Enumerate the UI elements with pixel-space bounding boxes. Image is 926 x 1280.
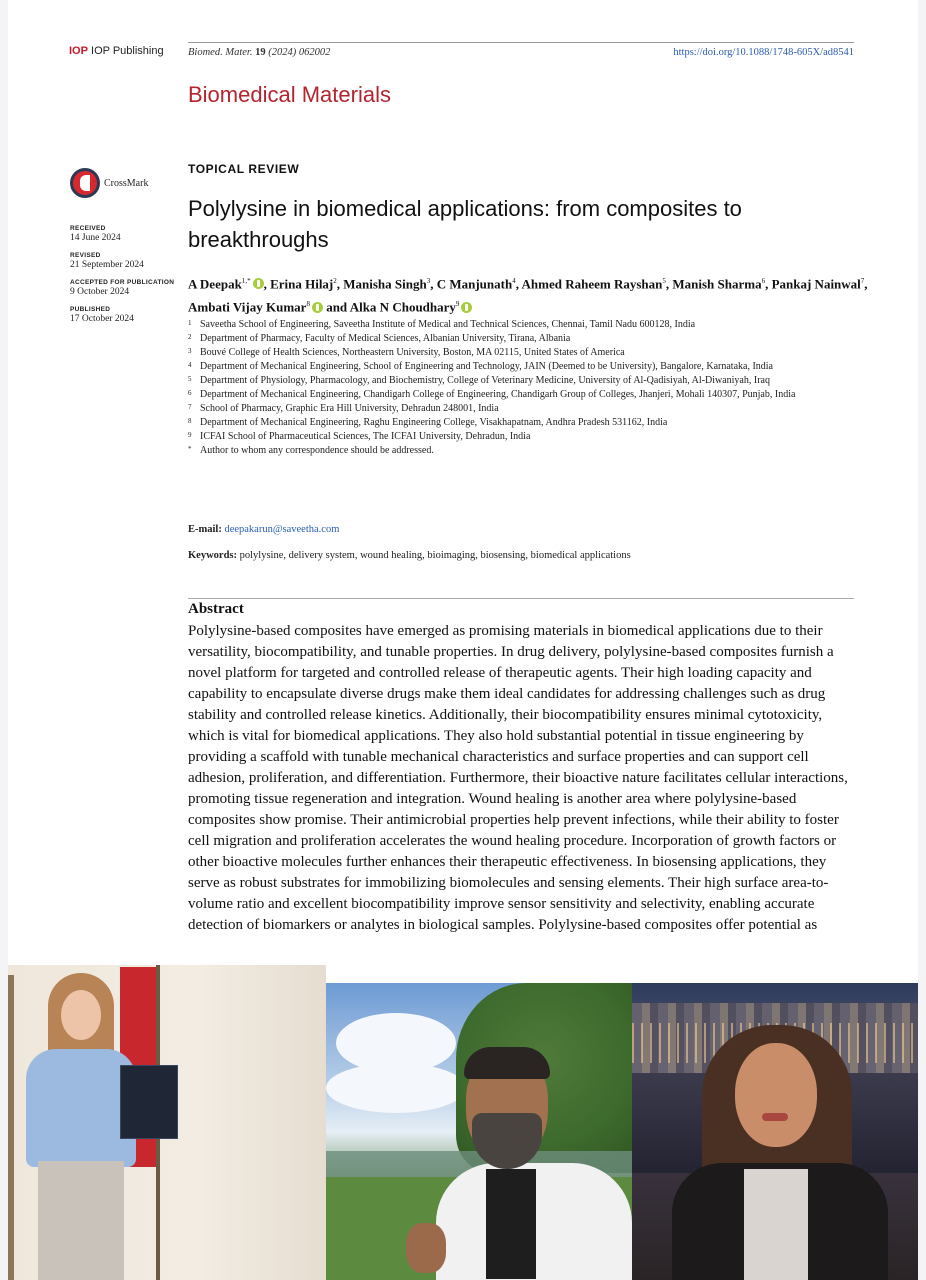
author-name[interactable]: Alka N Choudhary xyxy=(349,299,456,315)
author-affiliation-marker: 4 xyxy=(512,277,516,285)
author-affiliation-marker: 8 xyxy=(306,300,310,309)
author-name[interactable]: Ambati Vijay Kumar xyxy=(188,299,307,315)
face xyxy=(735,1043,817,1147)
affiliation-item xyxy=(188,444,868,458)
crossmark-label: CrossMark xyxy=(104,177,149,189)
cloud xyxy=(326,1063,466,1113)
orcid-icon[interactable] xyxy=(312,302,323,313)
affiliation-number: 2 xyxy=(188,333,192,341)
lips xyxy=(762,1113,788,1121)
abstract-rule xyxy=(188,598,854,599)
affiliation-item xyxy=(188,402,868,416)
affiliation-text: School of Pharmacy, Graphic Era Hill University, Dehradun 248001, India xyxy=(200,403,499,414)
publisher-name: IOP Publishing xyxy=(91,45,164,57)
affiliation-number: 1 xyxy=(188,319,192,327)
crossmark-badge[interactable] xyxy=(70,168,148,198)
abstract-text: Polylysine-based composites have emerged as promising materials in biomedical applications due to their versatility, biocompatibility, and tunable properties. In drug delivery, polylysine-based composites furnish a novel platform for targeted and controlled release of therapeutic agents. Their high loading capacity and capability to encapsulate diverse drugs make them ideal candidates for addressing challenges such as drug stability and controlled release kinetics. Additionally, their biocompatibility ensures minimal cytotoxicity, which is vital for biomedical applications. They also hold substantial potential in tissue engineering by providing a scaffold with tunable mechanical characteristics and surface properties and can support cell adhesion, proliferation, and differentiation. Furthermore, their bioactive nature facilitates cellular interactions, promoting tissue regeneration and integration. Wound healing is another area where polylysine-based composites show promise. Their antimicrobial properties help prevent infections, while their ability to foster cell migration and proliferation accelerates the wound healing procedure. Incorporation of growth factors or other bioactive molecules further enhances their therapeutic effectiveness. In biosensing applications, they serve as robust substrates for immobilizing biomolecules and sensing elements. Their high surface area-to-volume ratio and excellent biocompatibility improve sensor sensitivity and selectivity, enabling accurate detection of biomarkers or analytes in biological samples. Polylysine-based composites offer potential as xyxy=(188,623,848,933)
author-name[interactable]: Pankaj Nainwal xyxy=(771,276,861,292)
photo-woman-with-diploma xyxy=(8,965,326,1280)
shirt xyxy=(486,1169,536,1279)
email-address[interactable]: deepakarun@saveetha.com xyxy=(224,524,340,535)
date-label: ACCEPTED FOR PUBLICATION xyxy=(70,279,175,286)
doi-link[interactable]: https://doi.org/10.1088/1748-605X/ad8541 xyxy=(673,47,854,58)
face xyxy=(61,990,101,1040)
keywords-label: Keywords: xyxy=(188,550,237,561)
hand xyxy=(406,1223,446,1273)
author-name[interactable]: Erina Hilaj xyxy=(270,276,334,292)
journal-ref-volume: 19 xyxy=(255,47,266,58)
journal-reference xyxy=(188,47,330,58)
affiliation-text: Department of Mechanical Engineering, School of Engineering and Technology, JAIN (Deemed to be University), Bangalore, Karnataka, India xyxy=(200,361,773,372)
author-name[interactable]: Manisha Singh xyxy=(343,276,427,292)
affiliation-item xyxy=(188,360,868,374)
author-affiliation-marker: 6 xyxy=(761,277,766,285)
affiliation-text: Department of Mechanical Engineering, Chandigarh College of Engineering, Chandigarh Group of Colleges, Jhanjeri, Mohali 140307, Punjab, India xyxy=(200,389,796,400)
date-value: 14 June 2024 xyxy=(70,233,121,243)
email-label: E-mail: xyxy=(188,524,222,535)
date-value: 17 October 2024 xyxy=(70,314,134,324)
affiliation-text: Department of Pharmacy, Faculty of Medical Sciences, Albanian University, Tirana, Albania xyxy=(200,333,571,344)
affiliation-number: 9 xyxy=(188,431,192,439)
date-label: REVISED xyxy=(70,252,101,259)
affiliation-item xyxy=(188,416,868,430)
affiliation-text: Author to whom any correspondence should be addressed. xyxy=(200,445,434,456)
photo-man-selfie-park xyxy=(326,983,632,1280)
article-dates xyxy=(70,225,180,324)
hair xyxy=(464,1047,550,1079)
left-margin-strip xyxy=(0,0,8,1280)
affiliation-text: Department of Physiology, Pharmacology, and Biochemistry, College of Veterinary Medicine, University of Al-Qadisiyah, Al-Diwaniyah, Iraq xyxy=(200,375,770,386)
article-type: TOPICAL REVIEW xyxy=(188,162,300,176)
affiliation-number: 4 xyxy=(188,361,192,369)
affiliation-text: Saveetha School of Engineering, Saveetha Institute of Medical and Technical Sciences, Chennai, Tamil Nadu 600128, India xyxy=(200,319,696,330)
author-affiliation-marker: 5 xyxy=(662,277,666,285)
trousers xyxy=(38,1161,124,1280)
affiliation-number: * xyxy=(188,445,192,453)
affiliation-number: 8 xyxy=(188,417,192,425)
photo-woman-city-night xyxy=(632,983,918,1280)
affiliation-text: ICFAI School of Pharmaceutical Sciences, The ICFAI University, Dehradun, India xyxy=(200,431,531,442)
keywords-line xyxy=(188,550,631,561)
email-line xyxy=(188,524,339,535)
author-list: A Deepak$^{1,*}$ , Erina Hilaj$^2$, Manisha Singh$^3$, C Manjunath$^4$, Ahmed Raheem Rayshan$^5$, Manish Sharma$^6$, Pankaj Nainwal$^7$, Ambati Vijay Kumar$^8$ and Alka N Choudhary$^9$ xyxy=(188,276,868,315)
author-affiliation-marker: 9 xyxy=(455,300,460,309)
keywords-text: polylysine, delivery system, wound healing, bioimaging, biosensing, biomedical applications xyxy=(239,550,631,561)
author-affiliation-marker: 1,* xyxy=(241,277,251,285)
journal-ref-name: Biomed. Mater. xyxy=(188,47,253,58)
affiliation-item xyxy=(188,346,868,360)
affiliation-item xyxy=(188,332,868,346)
author-name[interactable]: A Deepak xyxy=(188,276,242,292)
article-title: Polylysine in biomedical applications: from composites to breakthroughs xyxy=(188,196,742,252)
author-affiliation-marker: 3 xyxy=(426,277,431,285)
journal-ref-rest: (2024) 062002 xyxy=(268,47,331,58)
door-frame xyxy=(8,975,14,1280)
affiliation-item xyxy=(188,430,868,444)
affiliation-item xyxy=(188,388,868,402)
affiliation-item xyxy=(188,318,868,332)
crossmark-icon xyxy=(70,168,100,198)
orcid-icon[interactable] xyxy=(461,302,472,313)
journal-title: Biomedical Materials xyxy=(188,82,391,107)
diploma-folder xyxy=(120,1065,178,1139)
orcid-icon[interactable] xyxy=(253,278,264,289)
top xyxy=(744,1169,808,1280)
abstract-heading: Abstract xyxy=(188,601,244,617)
author-name[interactable]: C Manjunath xyxy=(436,276,513,292)
photo-collage xyxy=(8,965,918,1280)
date-label: RECEIVED xyxy=(70,225,106,232)
affiliation-number: 6 xyxy=(188,389,192,397)
affiliation-text: Bouvé College of Health Sciences, Northeastern University, Boston, MA 02115, United States of America xyxy=(200,347,625,358)
date-label: PUBLISHED xyxy=(70,306,111,313)
affiliation-list xyxy=(188,318,868,458)
affiliation-item xyxy=(188,374,868,388)
author-affiliation-marker: 2 xyxy=(333,277,337,285)
author-name[interactable]: Manish Sharma xyxy=(672,276,762,292)
date-value: 21 September 2024 xyxy=(70,260,144,270)
affiliation-number: 5 xyxy=(188,375,192,383)
right-margin-strip xyxy=(918,0,926,1280)
affiliation-number: 3 xyxy=(188,347,192,355)
header-rule xyxy=(188,42,854,43)
affiliation-number: 7 xyxy=(188,403,192,411)
affiliation-text: Department of Mechanical Engineering, Raghu Engineering College, Visakhapatnam, Andhra Pradesh 531162, India xyxy=(200,417,668,428)
author-affiliation-marker: 7 xyxy=(860,277,865,285)
publisher-logo: IOP IOP Publishing xyxy=(69,45,164,57)
date-value: 9 October 2024 xyxy=(70,287,130,297)
author-name[interactable]: Ahmed Raheem Rayshan xyxy=(521,276,663,292)
